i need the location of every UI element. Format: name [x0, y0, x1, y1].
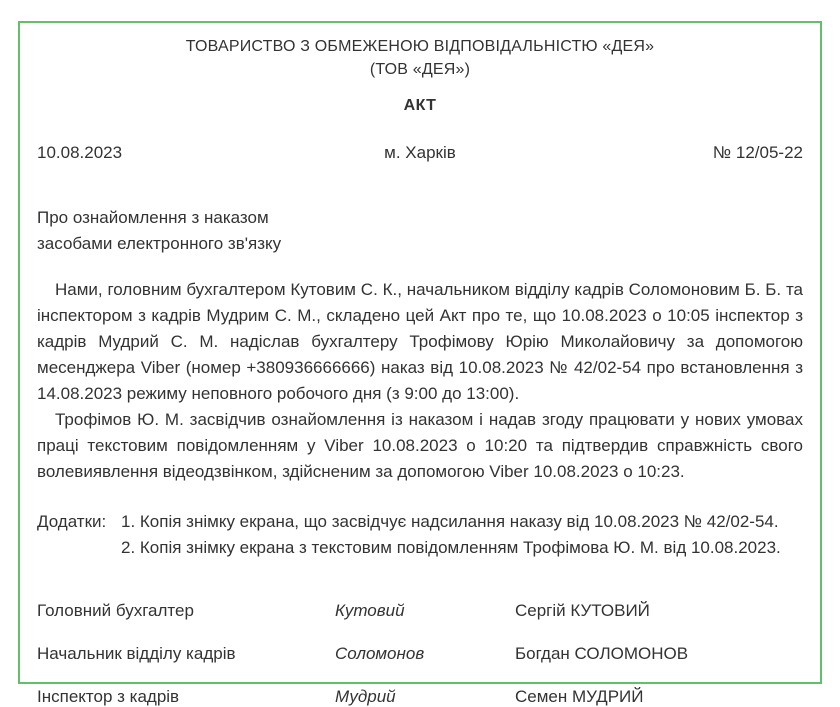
document-date: 10.08.2023	[37, 143, 123, 162]
signer-signature: Соломонов	[335, 644, 425, 663]
document-type-title: АКТ	[403, 97, 437, 114]
act-document	[18, 21, 822, 706]
attachments-block	[37, 509, 803, 561]
signer-position: Інспектор з кадрів	[37, 687, 180, 706]
signature-row	[37, 687, 803, 707]
body-paragraph-1: Нами, головним бухгалтером Кутовим С. К., начальником відділу кадрів Соломоновим Б. Б. та інспектором з кадрів Мудрим С. М., складено цей Акт про те, що 10.08.2023 о 10:05 інспектор з кадрів Мудрий С. М. надіслав бухгалтеру Трофімову Юрію Миколайовичу за допомогою месенджера Viber (номер +380936666666) наказ від 10.08.2023 № 42/02-54 про встановлення з 14.08.2023 режиму неповного робочого дня (з 9:00 до 13:00).	[37, 280, 803, 403]
attachments-label: Додатки:	[37, 512, 107, 531]
signer-name: Сергій КУТОВИЙ	[515, 601, 650, 620]
attachments-list	[121, 509, 781, 561]
document-body	[37, 277, 803, 485]
signer-position: Начальник відділу кадрів	[37, 644, 236, 663]
document-city: м. Харків	[384, 143, 456, 162]
signature-row	[37, 601, 803, 621]
document-meta-row	[37, 143, 803, 163]
attachment-item-2: 2. Копія знімку екрана з текстовим повідомленням Трофімова Ю. М. від 10.08.2023.	[121, 538, 781, 557]
company-name: ТОВАРИСТВО З ОБМЕЖЕНОЮ ВІДПОВІДАЛЬНІСТЮ «ДЕЯ»	[185, 38, 655, 55]
signature-row	[37, 644, 803, 664]
document-number: № 12/05-22	[712, 143, 803, 162]
signatures-block	[37, 601, 803, 707]
attachment-item-1: 1. Копія знімку екрана, що засвідчує надсилання наказу від 10.08.2023 № 42/02-54.	[121, 512, 779, 531]
signer-signature: Мудрий	[335, 687, 396, 706]
body-paragraph-2: Трофімов Ю. М. засвідчив ознайомлення із наказом і надав згоду працювати у нових умовах праці текстовим повідомленням у Viber 10.08.2023 о 10:20 та підтвердив справжність свого волевиявлення відеодзвінком, здійсненим за допомогою Viber 10.08.2023 о 10:23.	[37, 410, 803, 481]
signer-position: Головний бухгалтер	[37, 601, 194, 620]
signer-name: Богдан СОЛОМОНОВ	[515, 644, 689, 663]
subject-line-2: засобами електронного зв'язку	[37, 234, 282, 253]
signer-name: Семен МУДРИЙ	[515, 687, 644, 706]
document-subject	[37, 205, 803, 257]
company-short-name: (ТОВ «ДЕЯ»)	[369, 61, 471, 78]
subject-line-1: Про ознайомлення з наказом	[37, 208, 269, 227]
signer-signature: Кутовий	[335, 601, 405, 620]
document-header	[37, 35, 803, 81]
